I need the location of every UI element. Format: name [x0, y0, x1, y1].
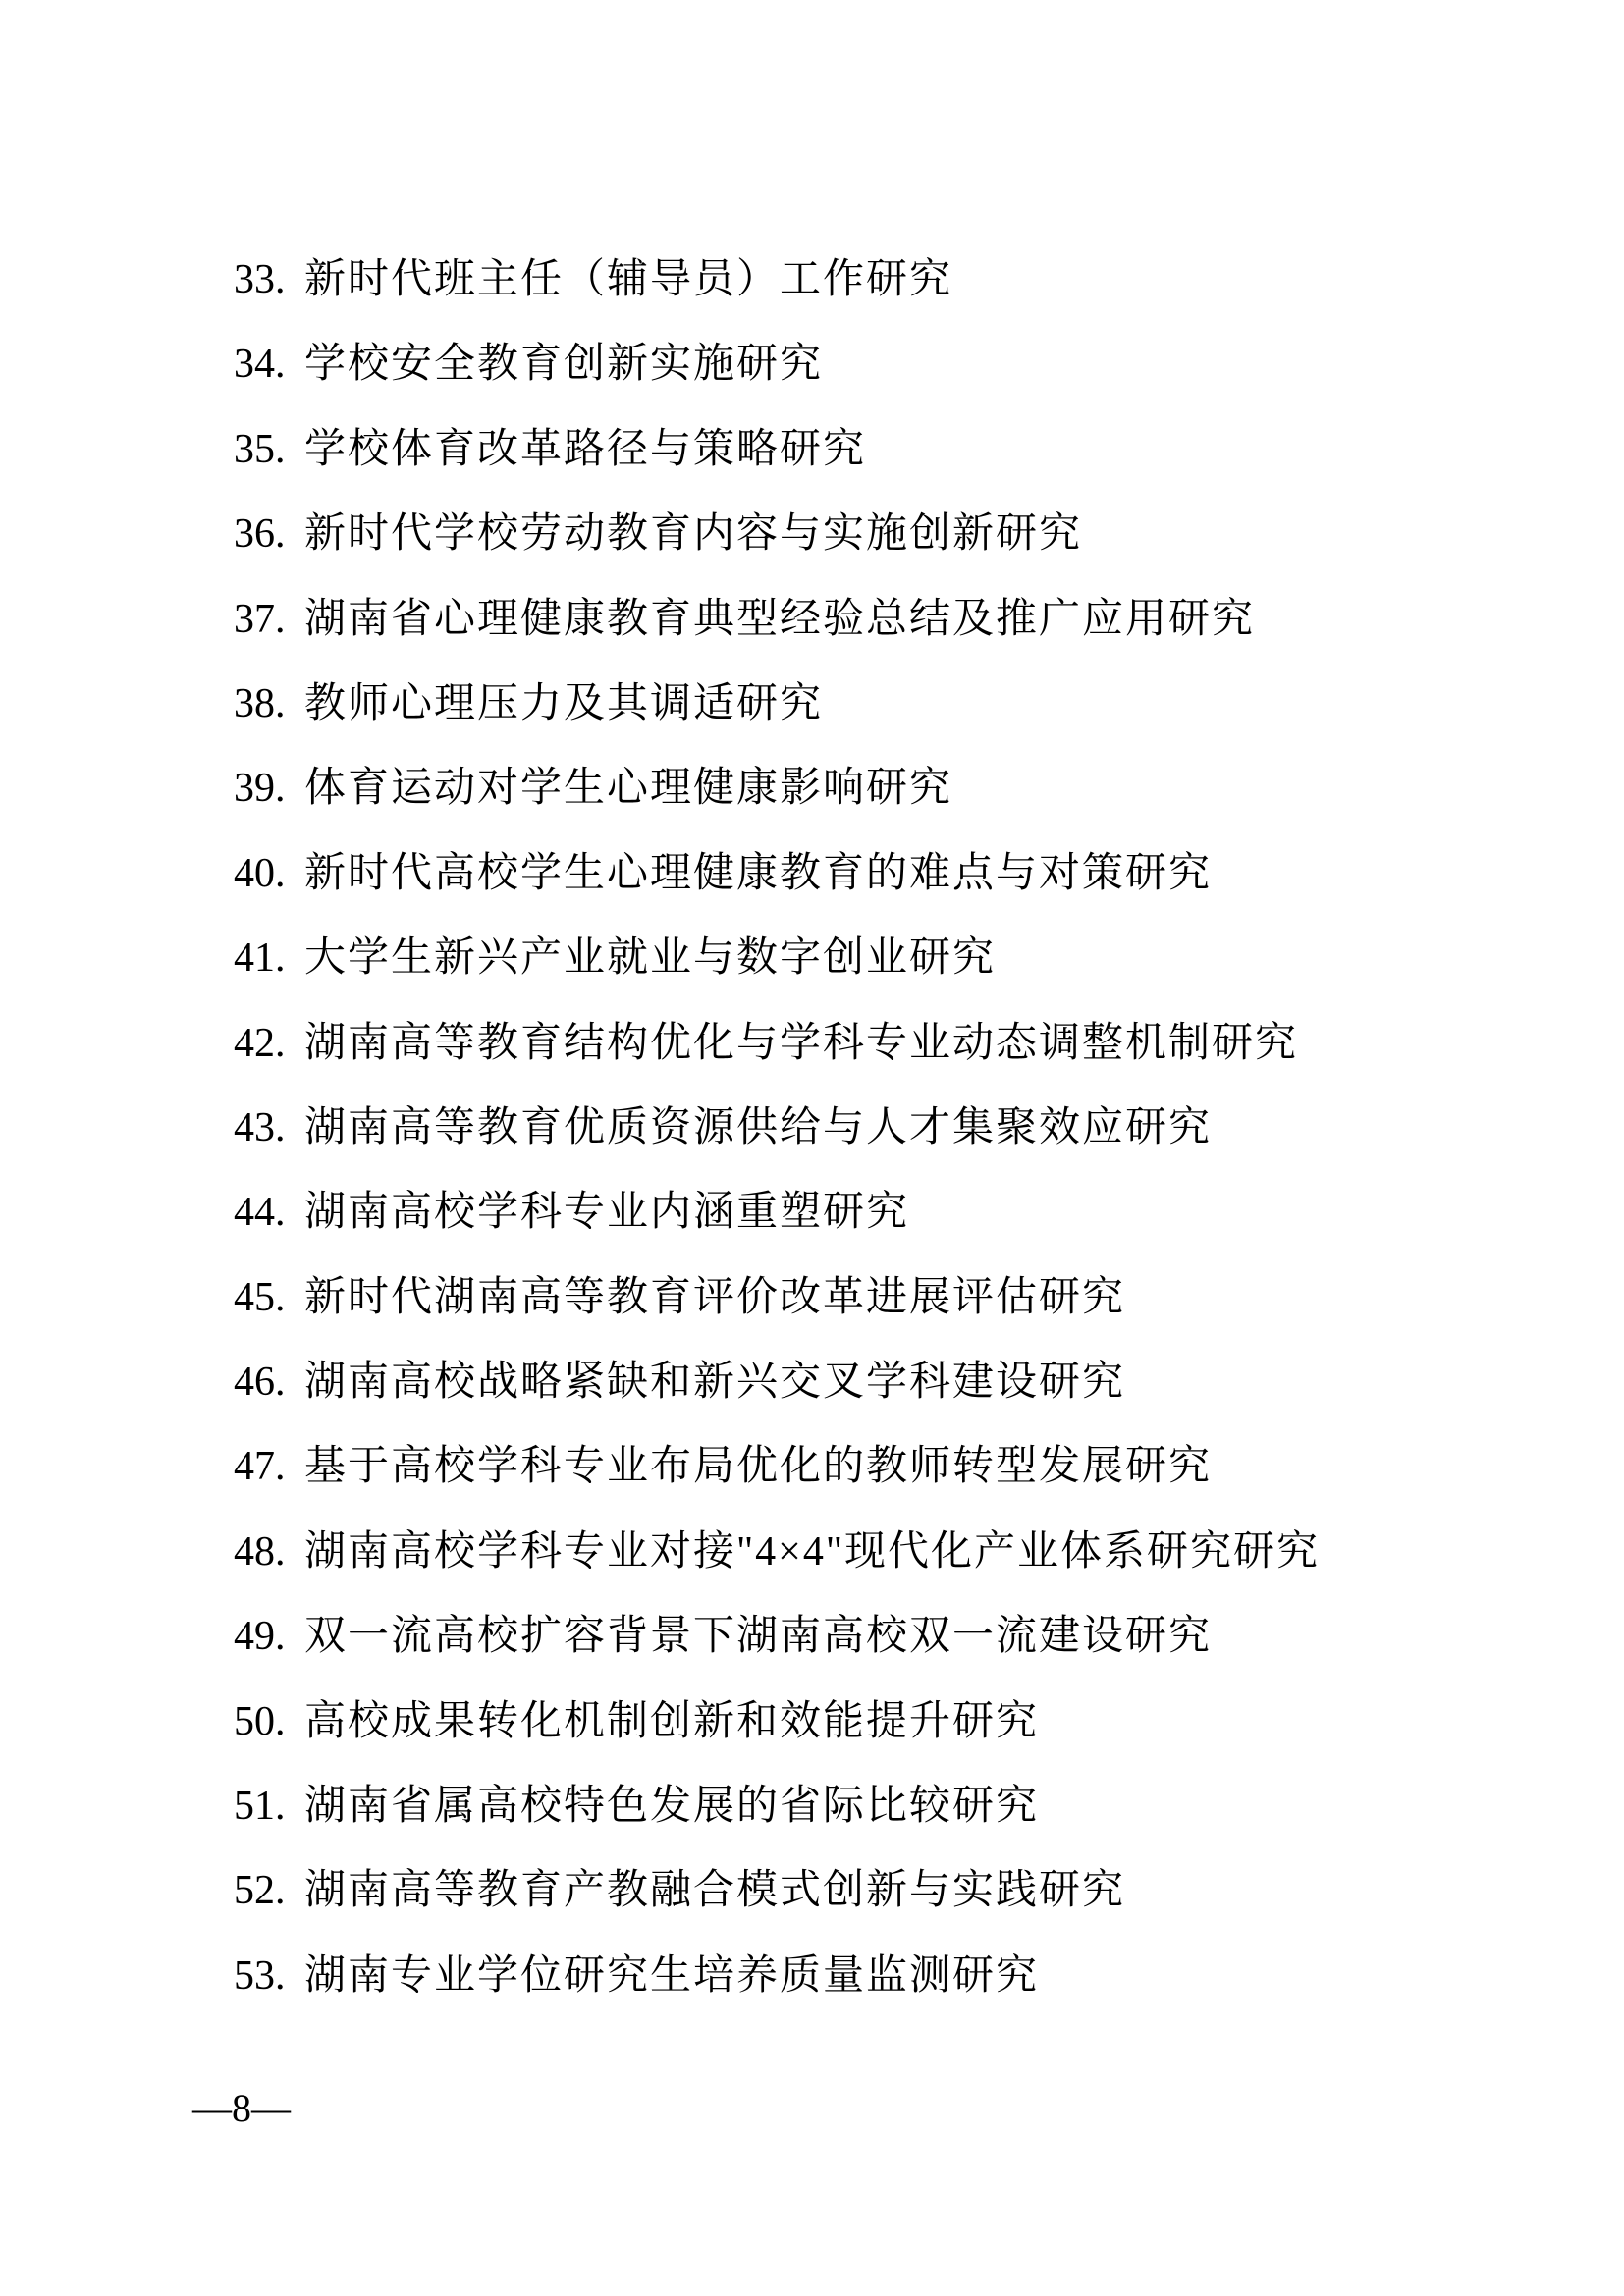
item-text: 高校成果转化机制创新和效能提升研究 [304, 1698, 1040, 1744]
list-item [234, 1190, 1320, 1274]
item-number: 53. [234, 1952, 286, 1999]
item-number: 47. [234, 1444, 286, 1490]
list-item [234, 1275, 1320, 1360]
list-item [234, 851, 1320, 935]
item-text: 双一流高校扩容背景下湖南高校双一流建设研究 [304, 1614, 1213, 1660]
item-number: 41. [234, 935, 286, 982]
list-item [234, 597, 1320, 681]
item-text: 湖南高等教育优质资源供给与人才集聚效应研究 [304, 1104, 1213, 1150]
item-text: 湖南高校学科专业对接"4×4"现代化产业体系研究研究 [304, 1528, 1320, 1575]
item-number: 35. [234, 426, 286, 472]
item-text: 基于高校学科专业布局优化的教师转型发展研究 [304, 1444, 1213, 1490]
item-number: 40. [234, 850, 286, 896]
list-item [234, 1444, 1320, 1528]
list-item [234, 342, 1320, 426]
list-item [234, 766, 1320, 850]
item-text: 湖南省心理健康教育典型经验总结及推广应用研究 [304, 596, 1256, 642]
item-number: 36. [234, 511, 286, 558]
item-number: 42. [234, 1020, 286, 1066]
item-text: 湖南高等教育产教融合模式创新与实践研究 [304, 1868, 1126, 1914]
item-text: 湖南高校战略紧缺和新兴交叉学科建设研究 [304, 1360, 1126, 1406]
item-text: 湖南高校学科专业内涵重塑研究 [304, 1190, 910, 1236]
item-text: 新时代湖南高等教育评价改革进展评估研究 [304, 1274, 1126, 1320]
item-text: 新时代高校学生心理健康教育的难点与对策研究 [304, 850, 1213, 896]
list-item [234, 511, 1320, 596]
list-item [234, 1360, 1320, 1444]
item-number: 49. [234, 1614, 286, 1660]
item-text: 教师心理压力及其调适研究 [304, 680, 824, 726]
list-item [234, 681, 1320, 766]
item-text: 新时代班主任（辅导员）工作研究 [304, 257, 953, 302]
list-item [234, 1021, 1320, 1105]
item-number: 39. [234, 766, 286, 812]
item-number: 50. [234, 1698, 286, 1744]
item-number: 33. [234, 257, 286, 302]
item-text: 体育运动对学生心理健康影响研究 [304, 766, 953, 812]
item-number: 45. [234, 1274, 286, 1320]
item-number: 52. [234, 1868, 286, 1914]
item-number: 46. [234, 1360, 286, 1406]
list-item [234, 1699, 1320, 1784]
topic-list [234, 257, 1320, 2038]
item-number: 51. [234, 1784, 286, 1830]
item-text: 新时代学校劳动教育内容与实施创新研究 [304, 511, 1083, 558]
list-item [234, 1784, 1320, 1868]
list-item [234, 1614, 1320, 1698]
list-item [234, 1105, 1320, 1190]
list-item [234, 1529, 1320, 1614]
item-number: 43. [234, 1104, 286, 1150]
item-text: 学校体育改革路径与策略研究 [304, 426, 867, 472]
item-text: 湖南专业学位研究生培养质量监测研究 [304, 1952, 1040, 1999]
item-number: 34. [234, 342, 286, 388]
page-number: —8— [192, 2086, 291, 2130]
item-text: 大学生新兴产业就业与数字创业研究 [304, 935, 997, 982]
list-item [234, 257, 1320, 342]
item-number: 37. [234, 596, 286, 642]
item-text: 湖南省属高校特色发展的省际比较研究 [304, 1784, 1040, 1830]
item-text: 学校安全教育创新实施研究 [304, 342, 824, 388]
item-number: 48. [234, 1528, 286, 1575]
item-number: 44. [234, 1190, 286, 1236]
list-item [234, 1868, 1320, 1952]
list-item [234, 1953, 1320, 2038]
list-item [234, 935, 1320, 1020]
item-text: 湖南高等教育结构优化与学科专业动态调整机制研究 [304, 1020, 1299, 1066]
list-item [234, 427, 1320, 511]
item-number: 38. [234, 680, 286, 726]
